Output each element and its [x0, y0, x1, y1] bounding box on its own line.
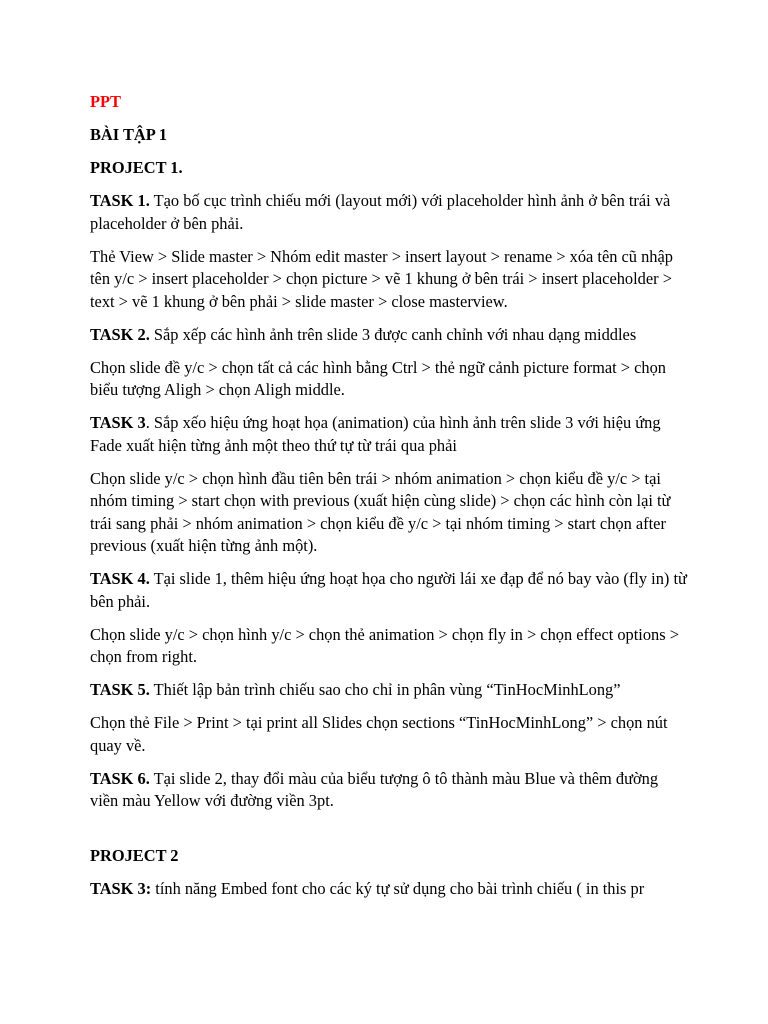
task-2-answer: Chọn slide đề y/c > chọn tất cả các hình bằng Ctrl > thẻ ngữ cảnh picture format > chọn biểu tượng Aligh > chọn Aligh middle. — [90, 357, 666, 399]
project-2-task-3-text: tính năng Embed font cho các ký tự sử dụng cho bài trình chiếu ( in this pr — [151, 879, 645, 898]
task-1-answer: Thẻ View > Slide master > Nhóm edit master > insert layout > rename > xóa tên cũ nhập tên y/c > insert placeholder > chọn picture > vẽ 1 khung ở bên trái > insert placeholder > text > vẽ 1 khung ở bên phải > slide master > close masterview. — [90, 246, 673, 311]
task-1-label: TASK 1. — [90, 191, 150, 210]
task-3-answer: Chọn slide y/c > chọn hình đầu tiên bên trái > nhóm animation > chọn kiểu đề y/c > tại nhóm timing > start chọn with previous (xuất hiện cùng slide) > chọn các hình còn lại từ trái sang phải > nhóm animation > chọn kiểu đề y/c > tại nhóm timing > start chọn after previous (xuất hiện từng ảnh một). — [90, 468, 671, 555]
task-5-answer: Chọn thẻ File > Print > tại print all Slides chọn sections “TinHocMinhLong” > chọn nút quay về. — [90, 713, 668, 755]
task-6-question — [90, 768, 690, 813]
task-4-label: TASK 4. — [90, 569, 150, 588]
task-5-label: TASK 5. — [90, 680, 150, 699]
project-2-heading: PROJECT 2 — [90, 846, 179, 865]
section-spacer — [90, 823, 690, 845]
task-3-question — [90, 412, 690, 457]
exercise-title: BÀI TẬP 1 — [90, 125, 168, 144]
task-4-text: Tại slide 1, thêm hiệu ứng hoạt họa cho người lái xe đạp để nó bay vào (fly in) từ bên phải. — [90, 569, 687, 611]
task-6-label: TASK 6. — [90, 768, 150, 788]
task-1-text: Tạo bố cục trình chiếu mới (layout mới) với placeholder hình ảnh ở bên trái và placeholder ở bên phải. — [90, 191, 671, 233]
task-3-label: TASK 3 — [90, 413, 146, 432]
project-2-task-3-question — [90, 878, 690, 901]
task-3-text: . Sắp xếo hiệu ứng hoạt họa (animation) của hình ảnh trên slide 3 với hiệu ứng Fade xuất hiện từng ảnh một theo thứ tự từ trái qua phải — [90, 413, 661, 455]
task-2-label: TASK 2. — [90, 324, 150, 344]
document-page — [90, 91, 690, 911]
project-2-task-3-label: TASK 3: — [90, 879, 152, 898]
task-4-answer: Chọn slide y/c > chọn hình y/c > chọn thẻ animation > chọn fly in > chọn effect options > chọn from right. — [90, 624, 679, 666]
task-6-text: Tại slide 2, thay đổi màu của biểu tượng ô tô thành màu Blue và thêm đường viền màu Yellow với đường viền 3pt. — [90, 768, 659, 810]
task-2-question — [90, 324, 690, 347]
task-5-question — [90, 679, 690, 702]
task-1-question — [90, 190, 690, 235]
task-5-text: Thiết lập bản trình chiếu sao cho chỉ in phân vùng “TinHocMinhLong” — [149, 680, 621, 699]
document-title: PPT — [90, 92, 121, 111]
project-1-heading: PROJECT 1. — [90, 158, 183, 177]
task-4-question — [90, 568, 690, 613]
task-2-text: Sắp xếp các hình ảnh trên slide 3 được canh chỉnh với nhau dạng middles — [149, 324, 637, 344]
